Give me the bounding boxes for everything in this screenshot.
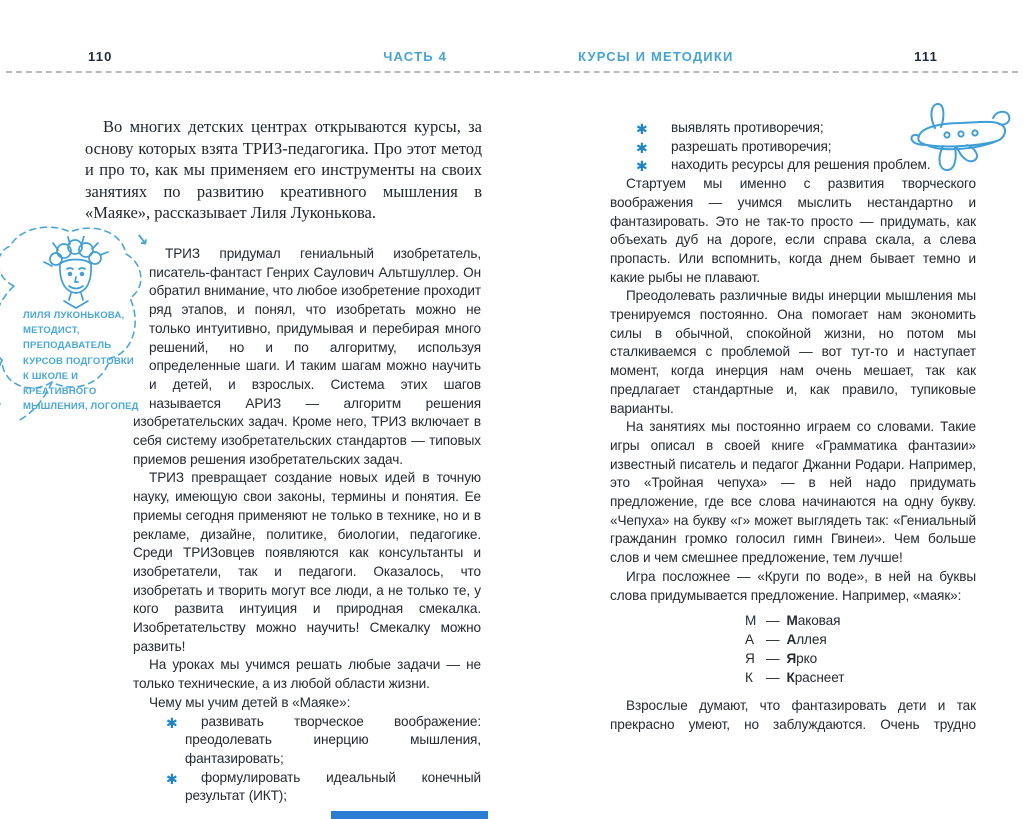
author-margin-note: ЛИЛЯ ЛУКОНЬКОВА, МЕТОДИСТ, ПРЕПОДАВАТЕЛЬ КУРСОВ ПОДГОТОВКИ К ШКОЛЕ И КРЕАТИВНОГО МЫШЛЕНИЯ, ЛОГОПЕД: [23, 310, 139, 413]
right-text-column: [610, 119, 976, 734]
word-initial: К: [786, 670, 795, 685]
dash: —: [766, 651, 780, 667]
right-page-number: 111: [914, 49, 938, 64]
word-rest: аковая: [797, 613, 841, 629]
left-running-title: ЧАСТЬ 4: [383, 49, 447, 64]
body-paragraph: На занятиях мы постоянно играем со словами. Такие игры описал в своей книге «Грамматика фантазии» известный писатель и педагог Джанни Родари. Например, это «Тройная чепуха» — в ней надо придумать предложение, где все слова начинаются на одну букву. «Чепуха» на букву «г» может выглядеть так: «Гениальный гражданин громко голосил гимн Гвинеи». Чем больше слов и чем смешнее предложение, тем лучше!: [610, 419, 976, 566]
word-initial: М: [786, 613, 798, 629]
word-initial: Я: [786, 651, 797, 667]
word-rest: рко: [796, 651, 818, 667]
dash: —: [766, 613, 780, 629]
word-rest: ллея: [796, 632, 827, 648]
list-item: [133, 769, 481, 806]
asterisk-bullet-icon: ✱: [636, 158, 648, 175]
acronym-letter: А: [745, 632, 754, 648]
right-running-title: КУРСЫ И МЕТОДИКИ: [578, 49, 734, 64]
left-page-number: 110: [88, 49, 113, 64]
body-paragraph: ТРИЗ придумал гениальный изобретатель, писатель-фантаст Генрих Саулович Альтшуллер. Он обратил внимание, что любое изобретение проходит ряд этапов, и понял, что изобретать можно не только интуитивно, придумывая и перебирая много решений, но и по алгоритму, используя определенные шаги. И таким шагам можно научить и детей, и взрослых. Система этих шагов называется АРИЗ — алгоритм решения изобретательских задач. Кроме него, ТРИЗ включает в себя систему изобретательских стандартов — типовых приемов решения изобретательских задач.: [133, 246, 481, 467]
left-interview-column: [133, 245, 481, 806]
list-item-text: формулировать идеальный конечный результат (ИКТ);: [185, 769, 481, 804]
body-paragraph: Чему мы учим детей в «Маяке»:: [149, 694, 351, 710]
acronym-letter: К: [745, 670, 753, 685]
acronym-row: [745, 650, 976, 669]
bottom-accent-bar: [331, 811, 488, 819]
list-item-text: выявлять противоречия;: [671, 120, 824, 135]
acronym-letter: М: [745, 613, 757, 629]
asterisk-bullet-icon: ✱: [166, 714, 178, 731]
body-paragraph: Преодолевать различные виды инерции мышления мы тренируемся постоянно. Она помогает нам экономить силы в обычной, спокойной жизни, но потом мы сталкиваемся с проблемой — вот тут-то и наступает момент, когда инерция нам очень мешает, так как предлагает стандартные и, как правило, тупиковые варианты.: [610, 288, 976, 416]
header-dashed-rule: [6, 71, 1018, 73]
intro-paragraph: Во многих детских центрах открываются курсы, за основу которых взята ТРИЗ-педагогика. Про этот метод и про то, как мы применяем его инструменты на своих занятиях по развитию креативного мышления в «Маяке», рассказывает Лиля Луконькова.: [85, 117, 482, 223]
face-doodle: [40, 236, 112, 310]
airplane-doodle: [905, 96, 1015, 174]
dash: —: [766, 670, 780, 685]
body-paragraph: ТРИЗ превращает создание новых идей в точную науку, имеющую свои законы, термины и понятия. Ее приемы сегодня применяют не только в технике, но и в рекламе, дизайне, политике, биологии, педагогике. Среди ТРИЗовцев появляются как консультанты и изобретатели, так и педагоги. Оказалось, что изобретать и творить могут все люди, а не только те, у кого развита интуиция и природная смекалка. Изобретательству можно научить! Смекалку можно развить!: [133, 470, 481, 654]
body-paragraph: Стартуем мы именно с развития творческого воображения — учимся мыслить нестандартно и фантазировать. Это не так-то просто — придумать, как объехать дуб на дороге, если справа скала, а слева пропасть. Или вспомнить, когда днем бывает темно и какие рыбы не плавают.: [610, 176, 976, 285]
bubble-wrap-spacer: [133, 245, 149, 397]
dash: —: [766, 632, 780, 648]
acronym-row: [745, 631, 976, 650]
list-item-text: развивать творческое воображение: преодолевать инерцию мышления, фантазировать;: [185, 713, 481, 766]
body-paragraph: На уроках мы учимся решать любые задачи — не только технические, а из любой области жизни.: [133, 657, 481, 692]
asterisk-bullet-icon: ✱: [636, 121, 648, 137]
list-item: [133, 713, 481, 769]
arrow-down-right-icon: ↘: [134, 230, 150, 249]
acronym-word-list: [745, 612, 976, 688]
body-paragraph: Игра посложнее — «Круги по воде», в ней на буквы слова придумывается предложение. Например, «маяк»:: [610, 568, 976, 603]
list-item-text: разрешать противоречия;: [671, 138, 832, 154]
list-item-text: находить ресурсы для решения проблем.: [671, 157, 931, 173]
acronym-row: [745, 669, 976, 688]
acronym-letter: Я: [745, 651, 755, 667]
acronym-row: [745, 612, 976, 631]
asterisk-bullet-icon: ✱: [636, 139, 648, 156]
body-paragraph: Взрослые думают, что фантазировать дети и так прекрасно умеют, но заблуждаются. Очень трудно: [610, 697, 976, 732]
word-initial: А: [786, 632, 797, 648]
asterisk-bullet-icon: ✱: [166, 770, 178, 787]
word-rest: раснеет: [794, 670, 845, 685]
